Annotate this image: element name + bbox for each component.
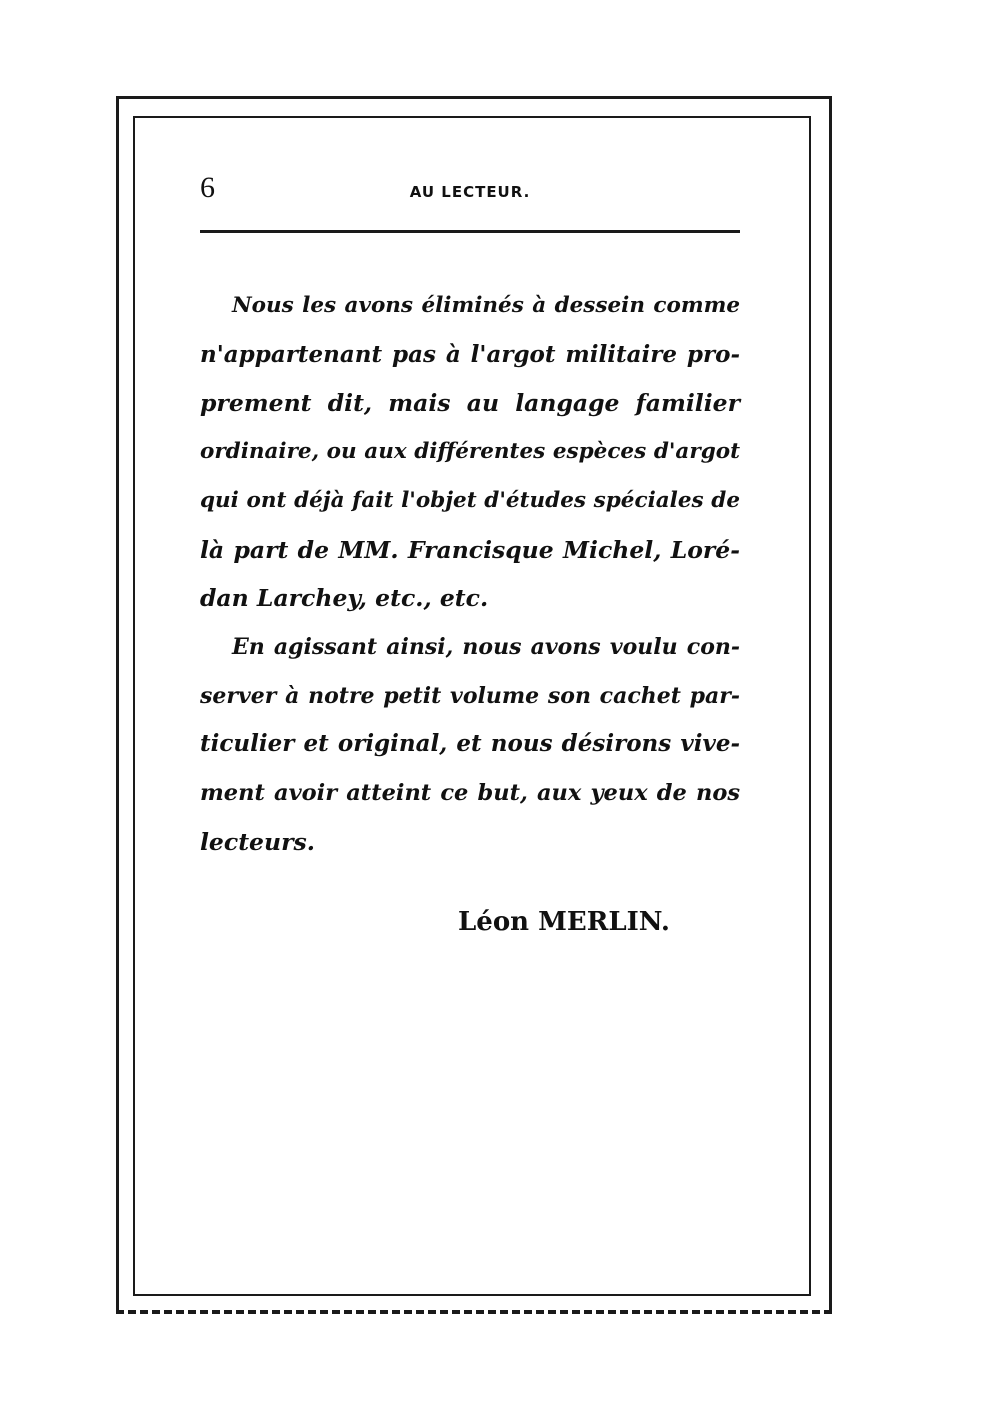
text-line: En agissant ainsi, nous avons voulu con- bbox=[232, 633, 740, 660]
page-number: 6 bbox=[200, 171, 215, 204]
header-rule bbox=[200, 230, 740, 233]
text-line: ticulier et original, et nous désirons vive- bbox=[200, 730, 740, 758]
author-signature: Léon MERLIN. bbox=[458, 907, 670, 937]
text-line: ment avoir atteint ce but, aux yeux de nos bbox=[200, 780, 740, 807]
text-line: là part de MM. Francisque Michel, Loré- bbox=[200, 535, 740, 564]
text-line: ordinaire, ou aux différentes espèces d'argot bbox=[200, 439, 740, 465]
page-header bbox=[200, 168, 740, 208]
body-text bbox=[200, 282, 740, 866]
text-line: lecteurs. bbox=[200, 827, 315, 856]
text-line: n'appartenant pas à l'argot militaire pro- bbox=[200, 340, 740, 368]
text-line: dan Larchey, etc., etc. bbox=[200, 584, 489, 613]
text-line: Nous les avons éliminés à dessein comme bbox=[232, 293, 740, 318]
running-head: AU LECTEUR. bbox=[409, 183, 531, 201]
text-line: prement dit, mais au langage familier bbox=[200, 389, 740, 418]
text-line: server à notre petit volume son cachet par- bbox=[200, 682, 740, 709]
text-line: qui ont déjà fait l'objet d'études spéciales de bbox=[200, 487, 740, 513]
